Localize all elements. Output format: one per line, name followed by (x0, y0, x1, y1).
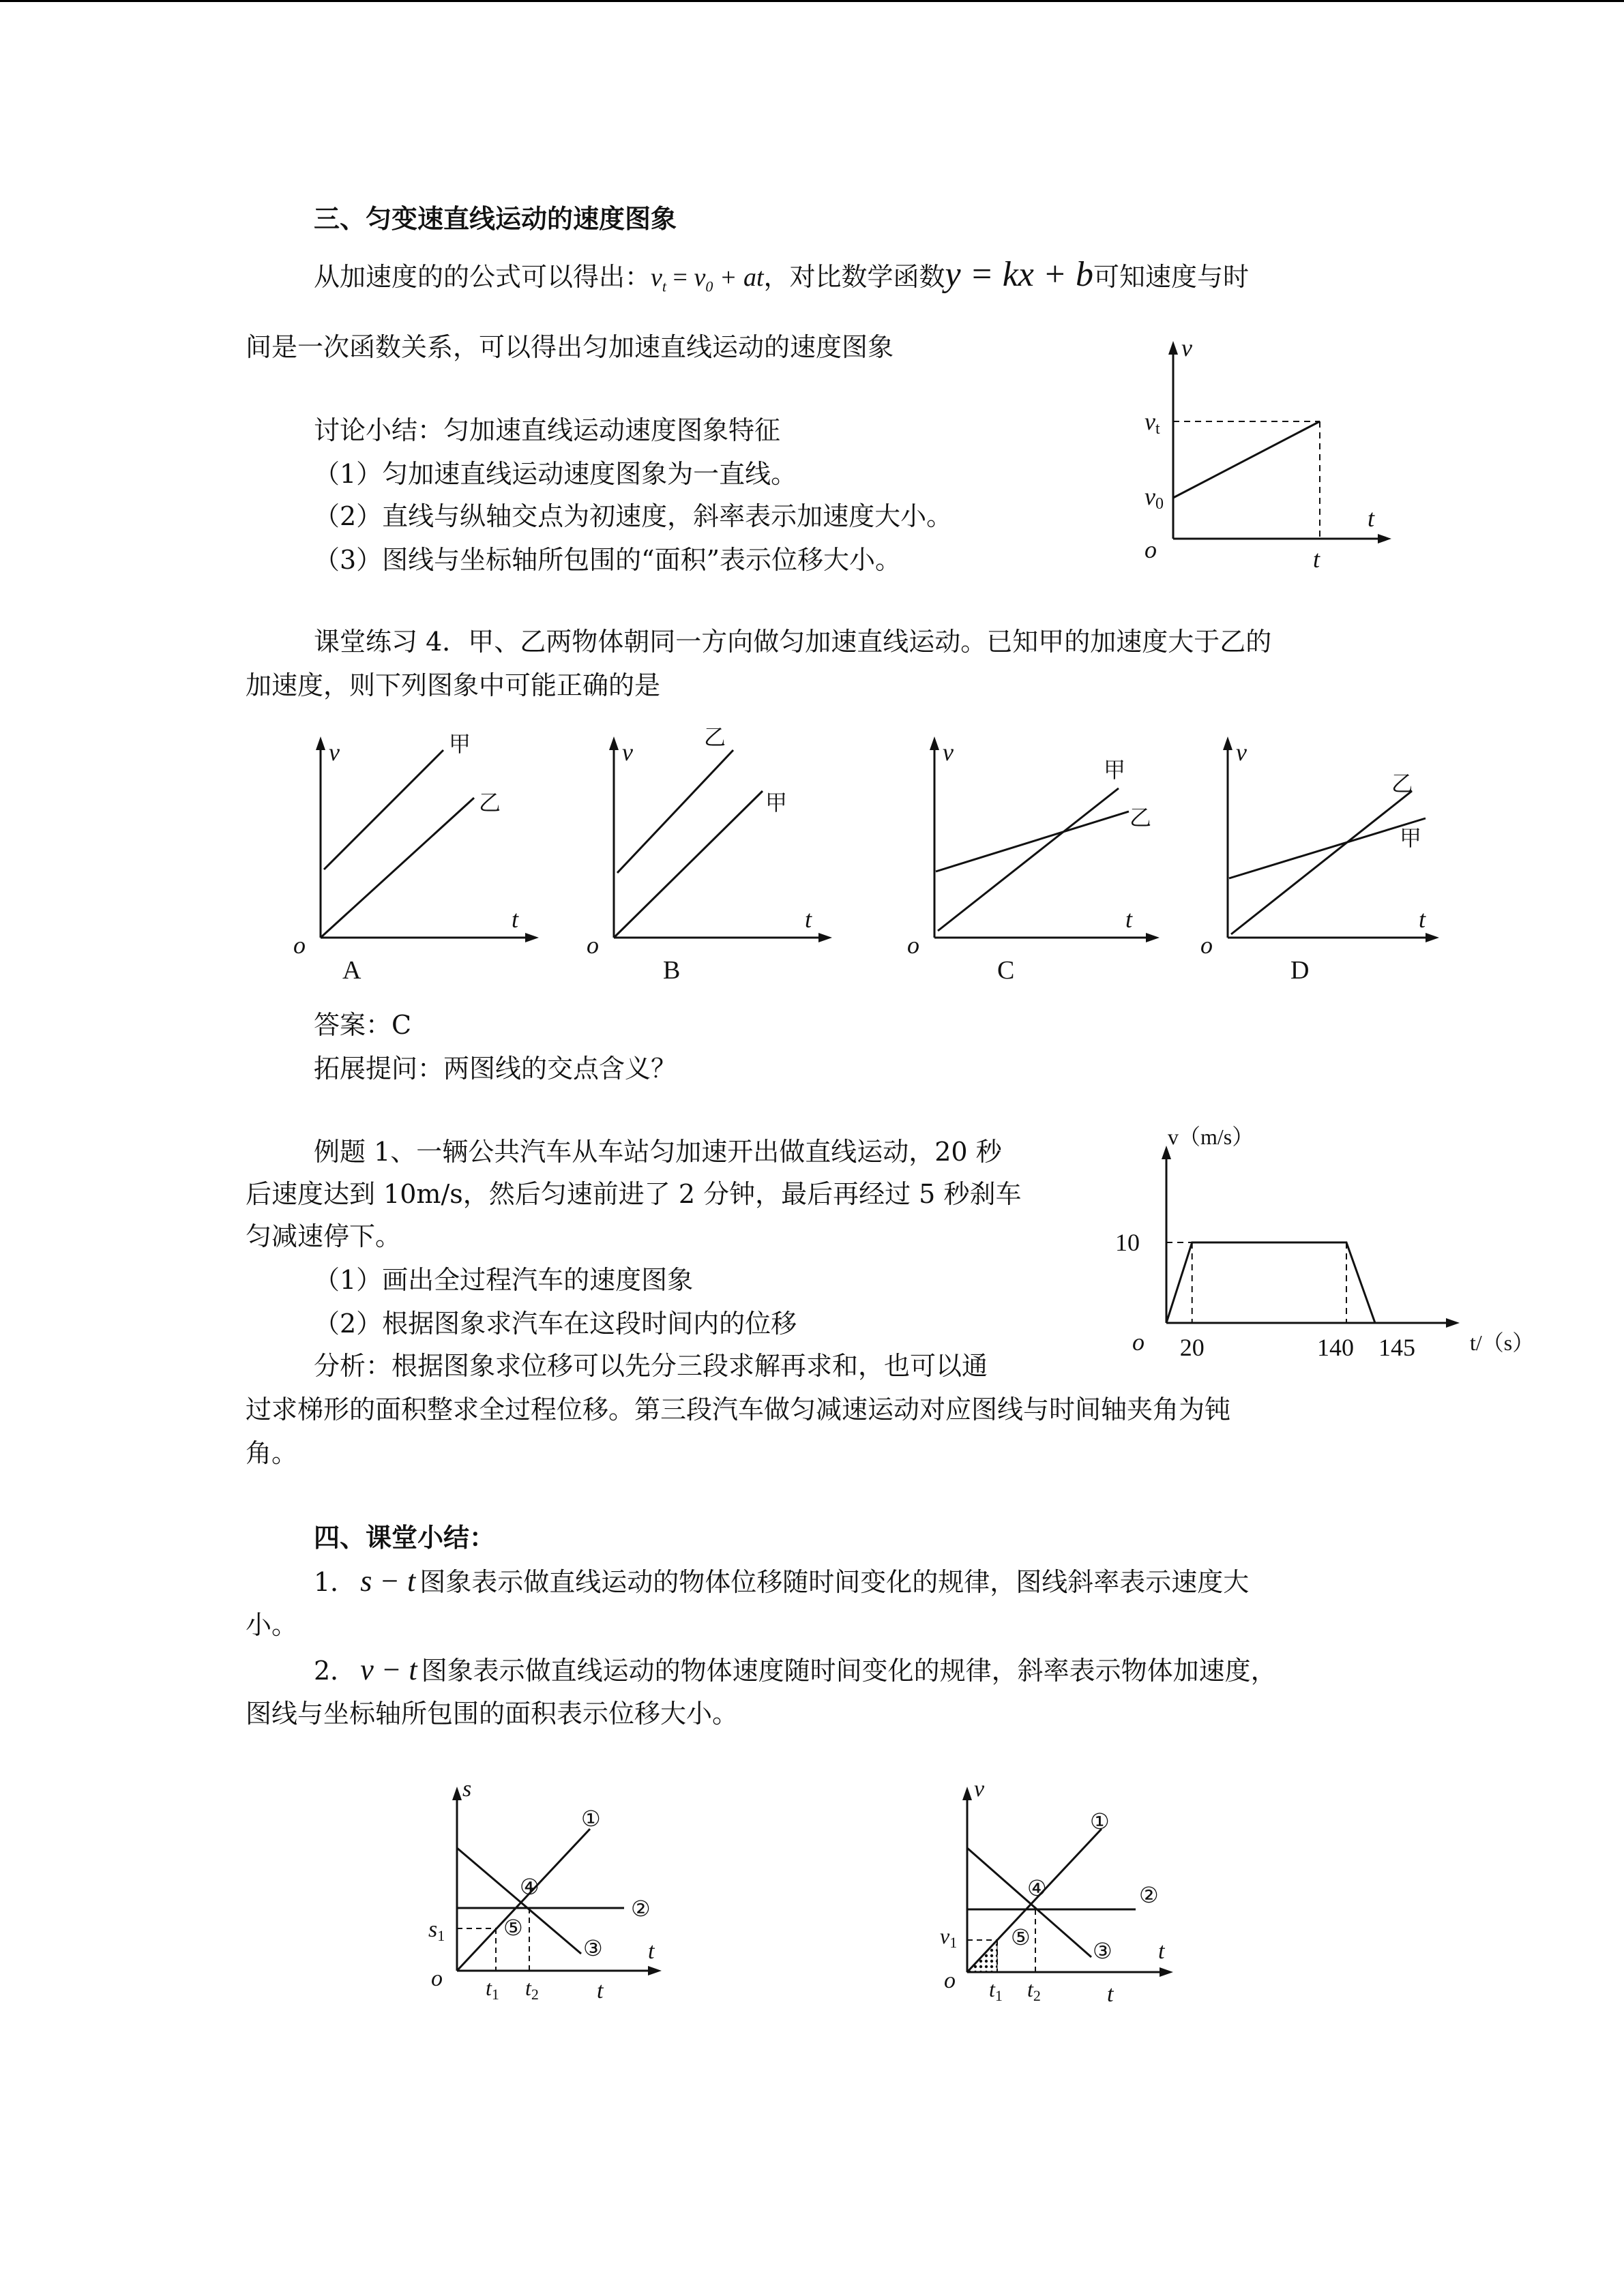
example1-line-3: 匀减速停下。 (246, 1221, 402, 1251)
st-t1-label: t1 (486, 1976, 499, 2003)
vt-mark-4: ④ (1027, 1876, 1047, 1900)
st-mark-1: ① (581, 1806, 601, 1831)
graph-a-line-jia (324, 750, 443, 869)
vt-mark-3: ③ (1093, 1939, 1112, 1963)
exercise4-answer: 答案：C (314, 1010, 412, 1040)
fig1-vt-label: vt (1145, 408, 1160, 438)
graph-a-x-label: t (512, 906, 519, 933)
vt-x-label: t (1158, 1939, 1165, 1964)
summary4-item-1-cont: 小。 (246, 1610, 298, 1640)
summary-item-3: （3）图线与坐标轴所包围的“面积”表示位移大小。 (314, 545, 902, 575)
graph-d-x-label: t (1419, 906, 1426, 933)
intro-line-2: 间是一次函数关系，可以得出匀加速直线运动的速度图象 (246, 332, 894, 362)
example1-analysis-2: 过求梯形的面积整求全过程位移。第三段汽车做匀减速运动对应图线与时间轴夹角为钝 (246, 1395, 1231, 1425)
intro-mid: ，对比数学函数 (763, 262, 945, 292)
vt-mark-5: ⑤ (1011, 1925, 1031, 1950)
section-3-heading: 三、匀变速直线运动的速度图象 (314, 203, 677, 234)
example-x-axis-label: t/（s） (1470, 1330, 1535, 1355)
example-origin: o (1132, 1328, 1145, 1356)
vt-t2-label: t2 (1027, 1977, 1041, 2004)
fig-uniform-acceleration (1132, 334, 1391, 586)
section-4-heading: 四、课堂小结： (314, 1522, 496, 1553)
page-top-border (0, 0, 1624, 2)
st-line-1 (457, 1829, 590, 1971)
st-mark-3: ③ (583, 1936, 603, 1960)
graph-c-upper-label: 甲 (1104, 758, 1126, 782)
st-math: s − t (360, 1564, 416, 1598)
intro-suffix: 可知速度与时 (1093, 262, 1249, 292)
formula-vt: $v_t = v_0$ + at (651, 263, 764, 295)
summary4-item-1: 1． s − t 图象表示做直线运动的物体位移随时间变化的规律，图线斜率表示速度大 (314, 1564, 1250, 1598)
exercise4-line-1: 课堂练习 4．甲、乙两物体朝同一方向做匀加速直线运动。已知甲的加速度大于乙的 (314, 627, 1272, 657)
graph-c-line-jia (938, 788, 1119, 931)
fig1-origin: o (1145, 536, 1157, 563)
example1-question-2: （2）根据图象求汽车在这段时间内的位移 (314, 1309, 797, 1339)
graph-a-line-yi (321, 798, 474, 938)
velocity-polyline (1166, 1242, 1375, 1323)
graph-b-lower-label: 甲 (765, 790, 788, 815)
graph-b-line-yi (617, 750, 733, 873)
vt-mark-2: ② (1139, 1883, 1159, 1907)
vt-mark-1: ① (1090, 1809, 1110, 1834)
st-mark-2: ② (631, 1896, 651, 1921)
graph-c (900, 723, 1173, 989)
y-tick-10: 10 (1115, 1229, 1140, 1256)
graph-c-label: C (997, 956, 1015, 985)
x-tick-145: 145 (1378, 1334, 1415, 1361)
graph-d-y-label: v (1236, 739, 1247, 766)
graph-b (580, 723, 839, 989)
example1-question-1: （1）画出全过程汽车的速度图象 (314, 1265, 694, 1295)
example1-line-2: 后速度达到 10m/s，然后匀速前进了 2 分钟，最后再经过 5 秒刹车 (246, 1179, 1022, 1209)
summary-title: 讨论小结：匀加速直线运动速度图象特征 (314, 415, 781, 445)
exercise4-extension: 拓展提问：两图线的交点含义？ (314, 1054, 677, 1084)
st-origin: o (431, 1966, 443, 1991)
example1-line-1: 例题 1、一辆公共汽车从车站匀加速开出做直线运动，20 秒 (314, 1137, 1002, 1167)
summary4-item-2: 2． v − t 图象表示做直线运动的物体速度随时间变化的规律，斜率表示物体加速度， (314, 1653, 1277, 1686)
graph-c-x-label: t (1125, 906, 1133, 933)
fig1-y-axis-label: v (1181, 334, 1192, 361)
velocity-line (1173, 421, 1320, 498)
graph-b-upper-label: 乙 (704, 725, 726, 749)
graph-a-label: A (342, 956, 361, 985)
vt-math: v − t (360, 1653, 417, 1686)
example1-analysis-1: 分析：根据图象求位移可以先分三段求解再求和，也可以通 (314, 1351, 988, 1381)
fig-vt-summary (934, 1773, 1180, 2005)
graph-b-origin: o (587, 931, 599, 959)
vt-line-1 (967, 1829, 1102, 1972)
graph-b-label: B (663, 956, 681, 985)
vt-y-label: v (974, 1776, 985, 1802)
example1-analysis-3: 角。 (246, 1438, 298, 1468)
graph-d-lower-label: 甲 (1400, 826, 1422, 850)
formula-linear: y = kx + b (945, 255, 1093, 294)
graph-b-line-jia (614, 791, 763, 938)
st-mark-4: ④ (520, 1875, 540, 1899)
vt-origin: o (944, 1968, 956, 1993)
graph-a-upper-label: 甲 (449, 732, 471, 756)
graph-a (286, 723, 546, 989)
vt-v1-label: v1 (940, 1924, 958, 1951)
graph-b-x-label: t (805, 906, 812, 933)
graph-c-origin: o (907, 931, 919, 959)
graph-d-label: D (1290, 956, 1310, 985)
graph-d-line-yi (1231, 791, 1412, 934)
fig1-x-axis-label: t (1368, 505, 1375, 532)
graph-d-line-jia (1229, 818, 1426, 878)
st-y-label: s (462, 1776, 472, 1802)
example1-velocity-chart (1105, 1118, 1541, 1371)
graph-a-origin: o (293, 931, 306, 959)
fig-st-summary (423, 1773, 682, 2005)
summary-item-1: （1）匀加速直线运动速度图象为一直线。 (314, 459, 797, 489)
vt-t-mark: t (1107, 1982, 1114, 2007)
st-mark-5: ⑤ (503, 1915, 523, 1940)
summary-item-2: （2）直线与纵轴交点为初速度，斜率表示加速度大小。 (314, 501, 953, 531)
st-t-mark: t (597, 1978, 604, 2003)
graph-a-lower-label: 乙 (479, 790, 501, 815)
exercise4-line-2: 加速度，则下列图象中可能正确的是 (246, 670, 661, 700)
intro-prefix: 从加速度的的公式可以得出： (314, 262, 651, 292)
graph-c-lower-label: 乙 (1130, 805, 1152, 830)
fig1-v0-label: v0 (1145, 483, 1164, 513)
x-tick-140: 140 (1317, 1334, 1354, 1361)
st-x-label: t (648, 1939, 655, 1964)
fig1-t-mark: t (1313, 546, 1320, 573)
graph-c-line-yi (936, 811, 1129, 871)
graph-b-y-label: v (622, 739, 633, 766)
example-y-axis-label: v（m/s） (1168, 1124, 1254, 1149)
summary4-item-2-cont: 图线与坐标轴所包围的面积表示位移大小。 (246, 1699, 739, 1729)
st-s1-label: s1 (428, 1917, 445, 1944)
graph-d (1194, 723, 1466, 989)
x-tick-20: 20 (1179, 1334, 1205, 1361)
graph-d-origin: o (1200, 931, 1213, 959)
intro-line-1 (314, 255, 1249, 304)
vt-t1-label: t1 (989, 1977, 1003, 2004)
graph-c-y-label: v (943, 739, 954, 766)
graph-d-upper-label: 乙 (1391, 771, 1414, 796)
st-t2-label: t2 (525, 1976, 539, 2003)
graph-a-y-label: v (329, 739, 340, 766)
